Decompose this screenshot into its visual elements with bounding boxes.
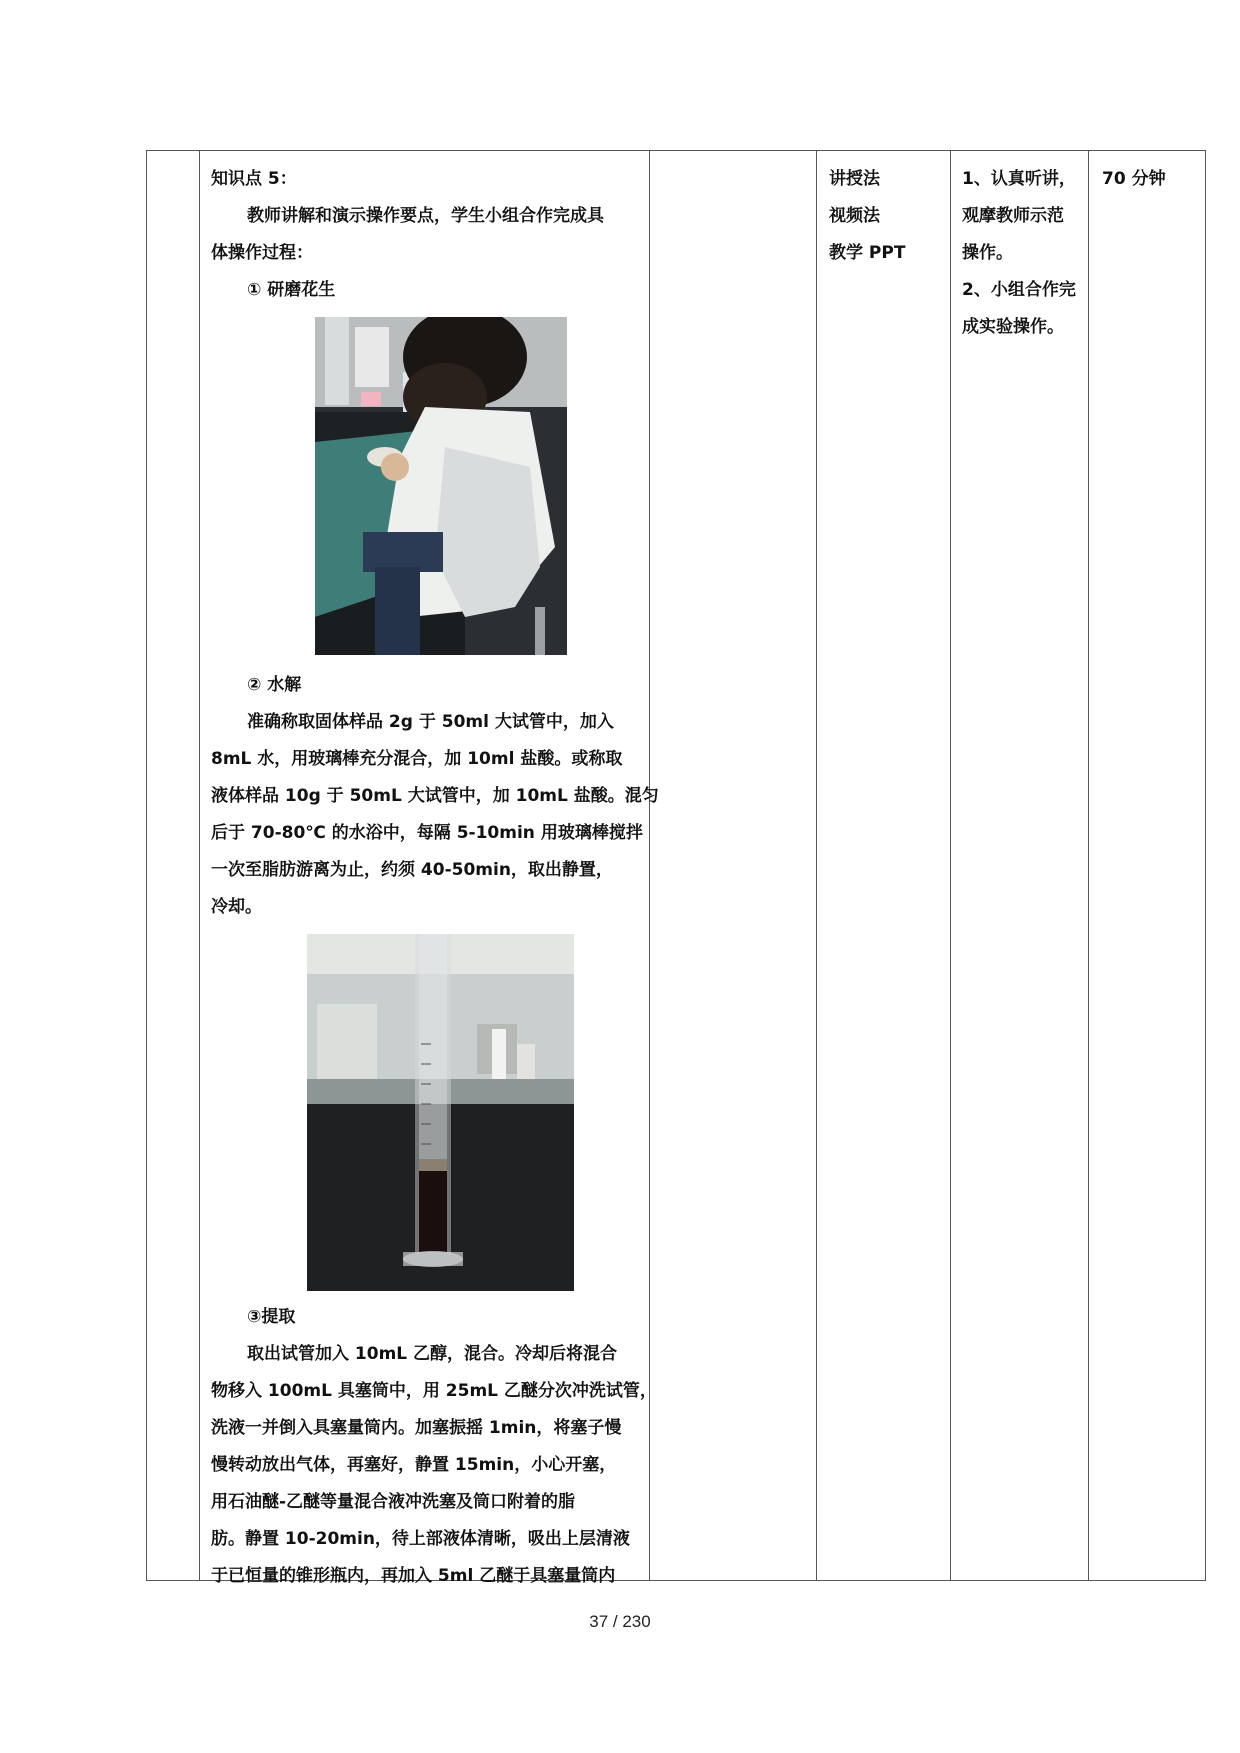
content-cell [201, 151, 659, 1586]
activity-line: 1、认真听讲， [962, 169, 1076, 189]
activity-line: 2、小组合作完 [962, 280, 1076, 300]
step3-title: ③提取 [247, 1307, 296, 1327]
step3-text-line: 肪。静置 10-20min，待上部液体清晰，吸出上层清液 [211, 1529, 630, 1549]
step3-text-line: 慢转动放出气体，再塞好，静置 15min，小心开塞， [211, 1455, 617, 1475]
step2-text-line: 冷却。 [211, 897, 262, 917]
method-item: 视频法 [829, 206, 880, 226]
photo-graduated-cylinder [307, 934, 574, 1291]
activity-line: 成实验操作。 [962, 317, 1064, 337]
step1-title: ① 研磨花生 [247, 280, 336, 300]
knowledge-point-heading: 知识点 5： [211, 169, 297, 189]
step2-text-line: 后于 70-80℃ 的水浴中，每隔 5-10min 用玻璃棒搅拌 [211, 823, 643, 843]
activity-line: 观摩教师示范 [962, 206, 1064, 226]
photo-grinding-peanuts [315, 317, 567, 655]
intro-line: 体操作过程： [211, 243, 313, 263]
time-cell [1091, 151, 1203, 1580]
step2-title: ② 水解 [247, 675, 302, 695]
table-column-divider [816, 151, 817, 1580]
step2-text-line: 一次至脂肪游离为止，约须 40-50min，取出静置， [211, 860, 613, 880]
table-column-divider [199, 151, 200, 1580]
lesson-table [146, 150, 1206, 1586]
step2-text-line: 液体样品 10g 于 50mL 大试管中，加 10mL 盐酸。混匀 [211, 786, 659, 806]
step3-text-line: 用石油醚-乙醚等量混合液冲洗塞及筒口附着的脂 [211, 1492, 576, 1512]
step2-text-line: 8mL 水，用玻璃棒充分混合，加 10ml 盐酸。或称取 [211, 749, 623, 769]
teaching-method-cell [818, 151, 948, 1580]
step3-text-line: 取出试管加入 10mL 乙醇，混合。冷却后将混合 [247, 1344, 618, 1364]
student-activity-cell [953, 151, 1089, 1580]
activity-line: 操作。 [962, 243, 1013, 263]
step3-text-line: 洗液一并倒入具塞量筒内。加塞振摇 1min，将塞子慢 [211, 1418, 622, 1438]
table-column-divider [950, 151, 951, 1580]
method-item: 教学 PPT [829, 243, 906, 263]
time-value: 70 分钟 [1102, 169, 1166, 189]
step3-text-line: 物移入 100mL 具塞筒中，用 25mL 乙醚分次冲洗试管， [211, 1381, 657, 1401]
page-number: 37 / 230 [589, 1612, 651, 1631]
step3-text-line: 于已恒量的锥形瓶内，再加入 5ml 乙醚于具塞量筒内 [211, 1566, 616, 1586]
table-column-divider [649, 151, 650, 1580]
intro-line: 教师讲解和演示操作要点，学生小组合作完成具 [247, 206, 604, 226]
step2-text-line: 准确称取固体样品 2g 于 50ml 大试管中，加入 [247, 712, 614, 732]
method-item: 讲授法 [829, 169, 880, 189]
